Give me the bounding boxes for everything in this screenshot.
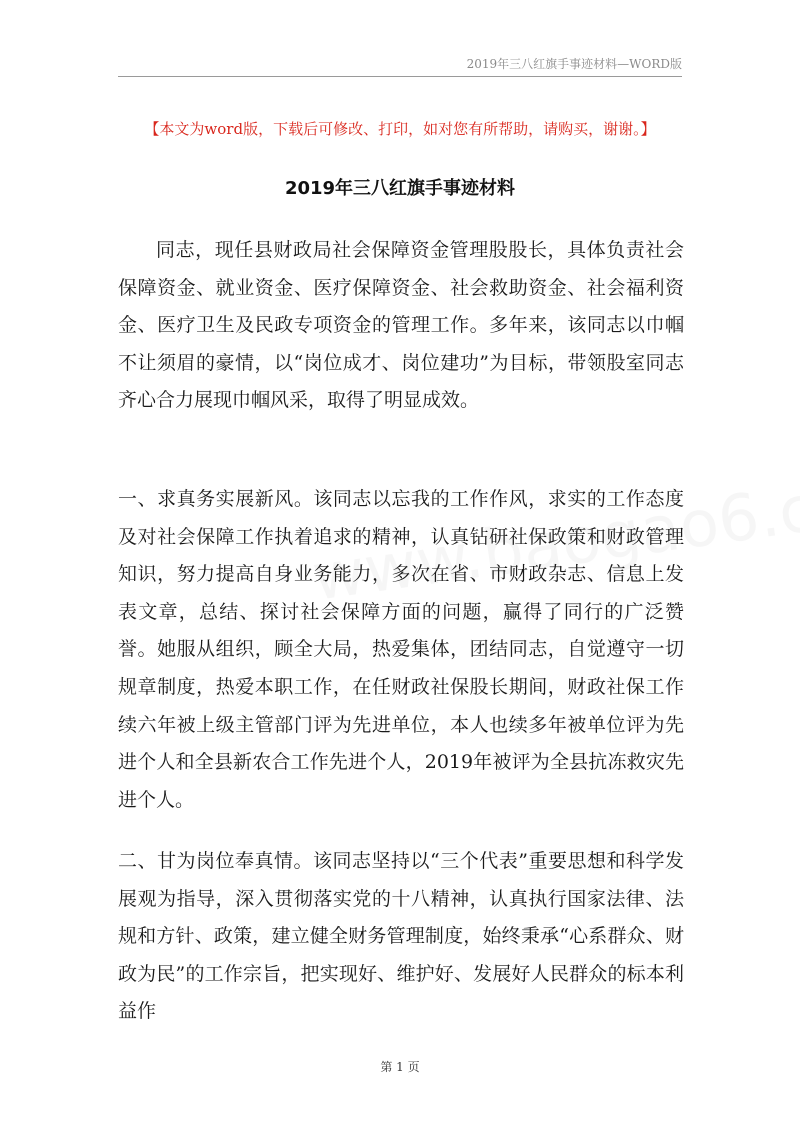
paragraph-section-one: 一、求真务实展新风。该同志以忘我的工作作风，求实的工作态度及对社会保障工作执着追求的精神，认真钻研社保政策和财政管理知识，努力提高自身业务能力，多次在省、市财政杂志、信息上发表文章，总结、探讨社会保障方面的问题，赢得了同行的广泛赞誉。她服从组织，顾全大局，热爱集体，团结同志，自觉遵守一切规章制度，热爱本职工作，在任财政社保股长期间，财政社保工作续六年被上级主管部门评为先进单位，本人也续多年被单位评为先进个人和全县新农合工作先进个人，2019年被评为全县抗冻救灾先进个人。 — [118, 488, 684, 811]
paragraph-intro: 同志，现任县财政局社会保障资金管理股股长，具体负责社会保障资金、就业资金、医疗保障资金、社会救助资金、社会福利资金、医疗卫生及民政专项资金的管理工作。多年来，该同志以巾帼不让须眉的豪情，以“岗位成才、岗位建功”为目标，带领股室同志齐心合力展现巾帼风采，取得了明显成效。 — [118, 239, 684, 412]
header-divider — [118, 76, 682, 77]
paragraph-section-two: 二、甘为岗位奉真情。该同志坚持以“三个代表”重要思想和科学发展观为指导，深入贯彻落实党的十八精神，认真执行国家法律、法规和方针、政策，建立健全财务管理制度，始终秉承“心系群众、财政为民”的工作宗旨，把实现好、维护好、发展好人民群众的标本利益作 — [118, 850, 684, 1023]
document-title: 2019年三八红旗手事迹材料 — [284, 178, 516, 199]
running-header: 2019年三八红旗手事迹材料—WORD版 — [466, 57, 682, 71]
download-notice: 【本文为word版，下载后可修改、打印，如对您有所帮助，请购买，谢谢。】 — [144, 120, 656, 138]
page-number: 第 1 页 — [380, 1060, 420, 1074]
